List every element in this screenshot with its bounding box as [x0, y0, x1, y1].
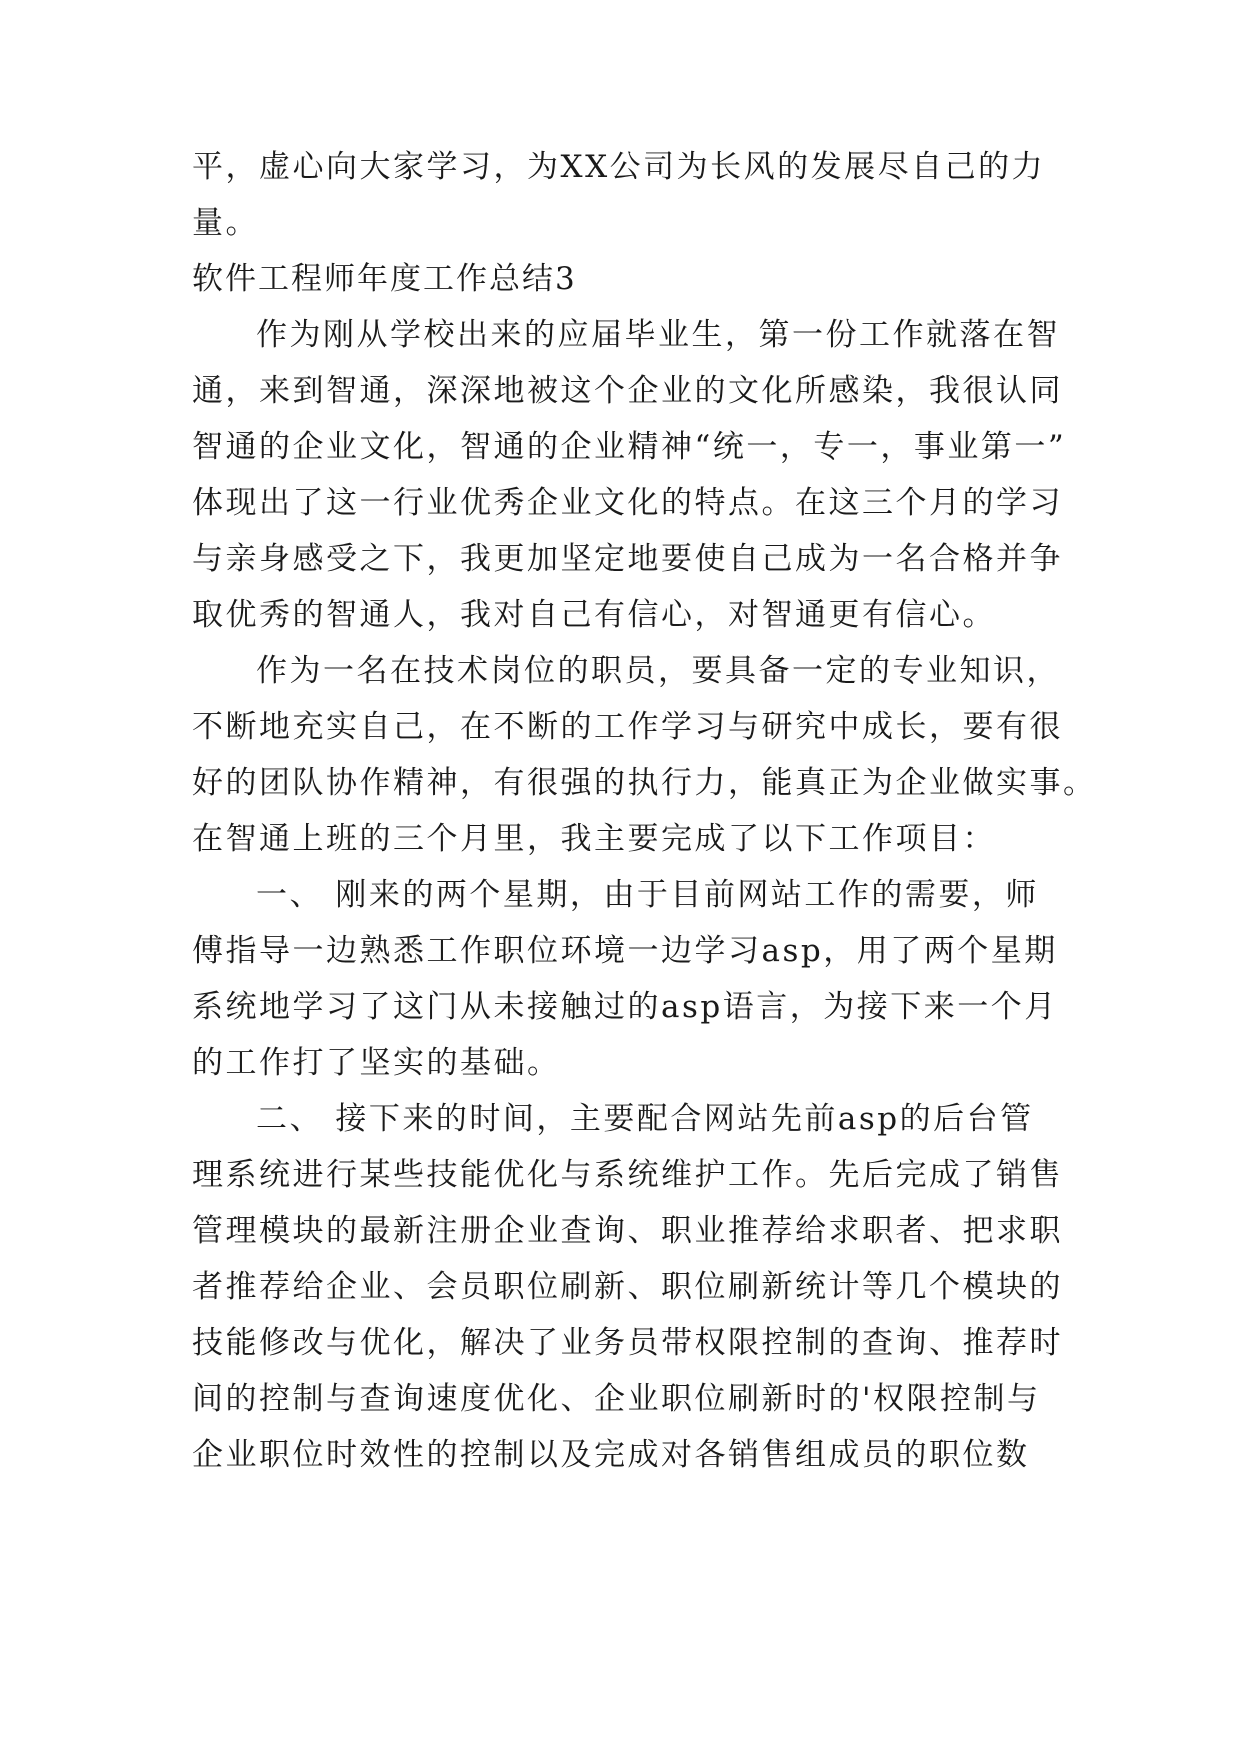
text-line: 通，来到智通，深深地被这个企业的文化所感染，我很认同: [192, 373, 1063, 409]
text-line: 与亲身感受之下，我更加坚定地要使自己成为一名合格并争: [192, 541, 1063, 577]
text-line: 傅指导一边熟悉工作职位环境一边学习asp，用了两个星期: [192, 933, 1058, 969]
text-line: 一、 刚来的两个星期，由于目前网站工作的需要，师: [256, 877, 1039, 913]
text-line: 企业职位时效性的控制以及完成对各销售组成员的职位数: [192, 1437, 1030, 1473]
text-line: 作为刚从学校出来的应届毕业生，第一份工作就落在智: [256, 317, 1060, 353]
section-heading: 软件工程师年度工作总结3: [192, 261, 577, 297]
text-line: 系统地学习了这门从未接触过的asp语言，为接下来一个月: [192, 989, 1058, 1025]
text-line: 智通的企业文化，智通的企业精神“统一，专一，事业第一”: [192, 429, 1067, 465]
text-line: 技能修改与优化，解决了业务员带权限控制的查询、推荐时: [192, 1325, 1063, 1361]
text-line: 的工作打了坚实的基础。: [192, 1045, 561, 1081]
text-line: 理系统进行某些技能优化与系统维护工作。先后完成了销售: [192, 1157, 1063, 1193]
text-line: 在智通上班的三个月里，我主要完成了以下工作项目：: [192, 821, 996, 857]
text-line: 平，虚心向大家学习，为XX公司为长风的发展尽自己的力: [192, 149, 1046, 185]
text-line: 量。: [192, 205, 259, 241]
text-line: 不断地充实自己，在不断的工作学习与研究中成长，要有很: [192, 709, 1063, 745]
text-line: 体现出了这一行业优秀企业文化的特点。在这三个月的学习: [192, 485, 1063, 521]
text-line: 间的控制与查询速度优化、企业职位刷新时的'权限控制与: [192, 1381, 1041, 1417]
text-line: 好的团队协作精神，有很强的执行力，能真正为企业做实事。: [192, 765, 1097, 801]
text-line: 二、 接下来的时间，主要配合网站先前asp的后台管: [256, 1101, 1034, 1137]
text-line: 管理模块的最新注册企业查询、职业推荐给求职者、把求职: [192, 1213, 1063, 1249]
text-line: 作为一名在技术岗位的职员，要具备一定的专业知识，: [256, 653, 1060, 689]
text-line: 者推荐给企业、会员职位刷新、职位刷新统计等几个模块的: [192, 1269, 1063, 1305]
text-line: 取优秀的智通人，我对自己有信心，对智通更有信心。: [192, 597, 996, 633]
